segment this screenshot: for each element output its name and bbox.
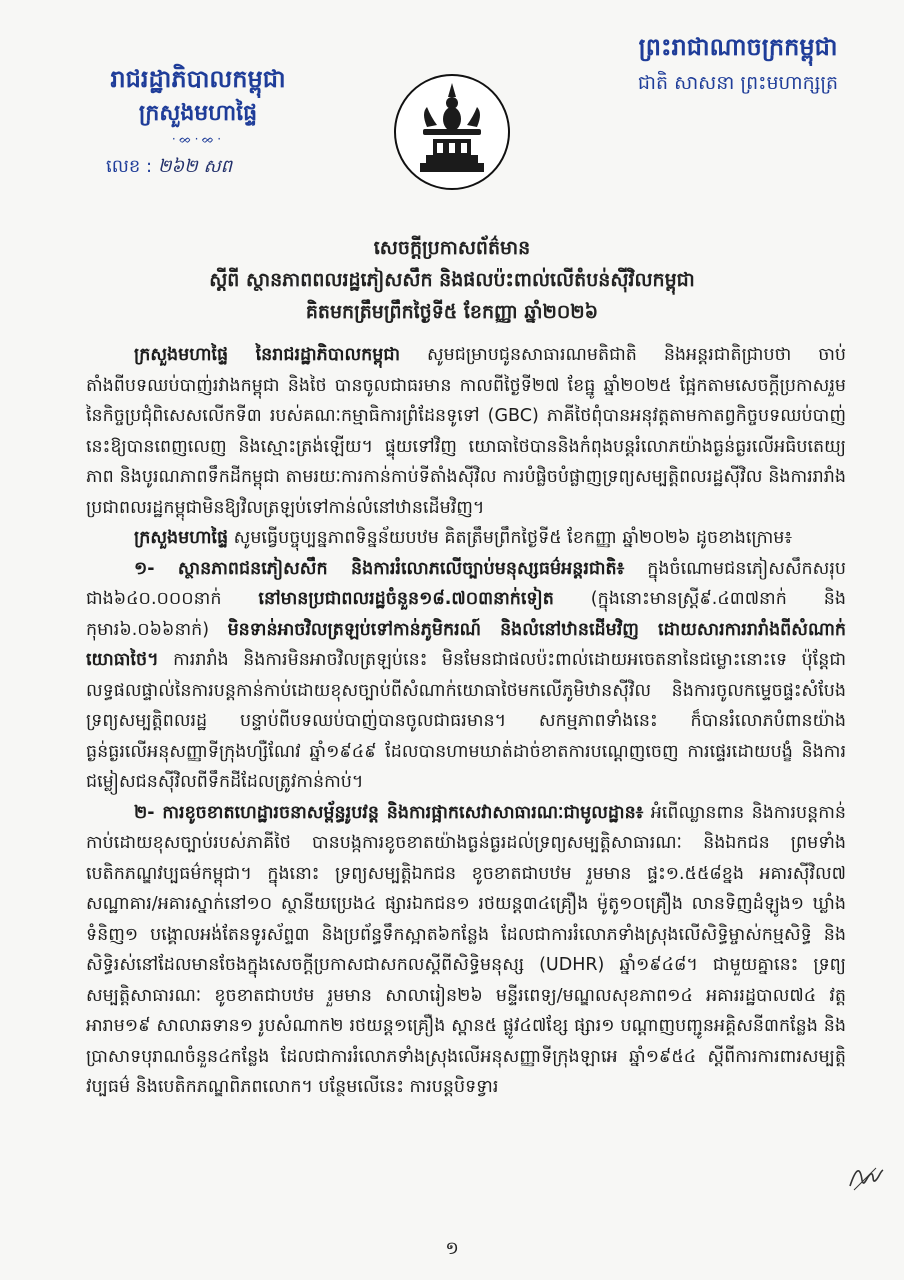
government-name: រាជរដ្ឋាភិបាលកម្ពុជា [110,64,286,93]
initials-signature-icon [846,1160,886,1196]
title-line-3: គិតមកត្រឹមព្រឹកថ្ងៃទី៥ ខែកញ្ញា ឆ្នាំ២០២៦ [305,301,599,323]
section-1-heading: ១- ស្ថានភាពជនភៀសសឹក និងការរំលោភលើច្បាប់មនុស្សធម៌អន្តរជាតិ៖ [134,558,625,579]
angkor-temple-emblem-icon [393,73,511,191]
paragraph-update [86,523,846,554]
reference-label: លេខ : [106,156,153,177]
header-ornament: ·ᨖ·ᨖ· [171,132,225,146]
paragraph-intro [86,340,846,523]
kingdom-name: ព្រះរាជាណាចក្រកម្ពុជា [638,32,838,61]
national-motto: ជាតិ សាសនា ព្រះមហាក្សត្រ [637,72,839,94]
paragraph-section-1 [86,554,846,798]
section-1-text-a: ក្នុងចំណោមជនភៀសសឹកសរុបជាង៦៤០.០០០នាក់ [86,558,846,609]
section-1-text-e: ការរារាំង និងការមិនអាចវិលត្រឡប់នេះ មិនមែនជាផលប៉ះពាល់ដោយអចេតនានៃជម្លោះនោះទេ ប៉ុន្តែជាលទ្ធផលផ្ទាល់នៃការបន្តកាន់កាប់ដោយខុសច្បាប់ពីសំណាក់យោធាថៃមកលើភូមិឋានស៊ីវិល និងការចូលកម្ទេចផ្ទះសំបែង ទ្រព្យសម្បត្តិពលរដ្ឋ បន្ទាប់ពីបទឈប់បាញ់បានចូលជាធរមាន។ សកម្មភាពទាំងនេះ ក៏បានរំលោភបំពានយ៉ាងធ្ងន់ធ្ងរលើអនុសញ្ញាទីក្រុងហ្សឺណែវ ឆ្នាំ១៩៤៩ ដែលបានហាមឃាត់ដាច់ខាតការបណ្ដេញចេញ ការផ្ទេរដោយបង្ខំ និងការជម្លៀសជនស៊ីវិលពីទឹកដីដែលត្រូវកាន់កាប់។ [86,650,846,792]
intro-lead: ក្រសួងមហាផ្ទៃ នៃរាជរដ្ឋាភិបាលកម្ពុជា [134,345,400,365]
page-number: ១ [445,1238,459,1259]
kingdom-header [608,30,868,98]
update-text: សូមធ្វើបច្ចុប្បន្នភាពទិន្នន័យបឋម គិតត្រឹមព្រឹកថ្ងៃទី៥ ខែកញ្ញា ឆ្នាំ២០២៦ ដូចខាងក្រោម៖ [228,528,793,548]
title-line-2: ស្ដីពី ស្ថានភាពពលរដ្ឋភៀសសឹក និងផលប៉ះពាល់លើតំបន់ស៊ីវិលកម្ពុជា [209,269,695,291]
ministry-header [88,62,308,180]
section-1-text-c: (ក្នុងនោះមានស្ត្រី៩.៤៣៧នាក់ និងកុមារ៦.០៦៦នាក់) [86,589,846,640]
section-1-bold-d: មិនទាន់អាចវិលត្រឡប់ទៅកាន់ភូមិករណ៍ និងលំនៅឋានដើមវិញ ដោយសារការរារាំងពីសំណាក់យោធាថៃ។ [86,619,846,670]
reference-number [106,154,308,180]
update-lead: ក្រសួងមហាផ្ទៃ [134,528,229,548]
announcement-body [86,340,846,1103]
announcement-title [120,232,784,328]
intro-text: សូមជម្រាបជូនសាធារណមតិជាតិ និងអន្តរជាតិជ្រាបថា ចាប់តាំងពីបទឈប់បាញ់រវាងកម្ពុជា និងថៃ បានចូលជាធរមាន កាលពីថ្ងៃទី២៧ ខែធ្នូ ឆ្នាំ២០២៥ ផ្អែកតាមសេចក្ដីប្រកាសរួមនៃកិច្ចប្រជុំពិសេសលើកទី៣ របស់គណៈកម្មាធិការព្រំដែនទូទៅ (GBC) ភាគីថៃពុំបានអនុវត្តតាមកាតព្វកិច្ចបទឈប់បាញ់នេះឱ្យបានពេញលេញ និងស្មោះត្រង់ឡើយ។ ផ្ទុយទៅវិញ យោធាថៃបាននិងកំពុងបន្តរំលោភយ៉ាងធ្ងន់ធ្ងរលើអធិបតេយ្យភាព និងបូរណភាពទឹកដីកម្ពុជា តាមរយៈការកាន់កាប់ទីតាំងស៊ីវិល ការបំផ្លិចបំផ្លាញទ្រព្យសម្បត្តិពលរដ្ឋស៊ីវិល និងការរារាំងប្រជាពលរដ្ឋកម្ពុជាមិនឱ្យវិលត្រឡប់ទៅកាន់លំនៅឋានដើមវិញ។ [86,345,846,518]
paragraph-section-2 [86,798,846,1103]
section-1-bold-b: នៅមានប្រជាពលរដ្ឋចំនួន១៨.៧០៣នាក់ទៀត [258,589,554,609]
reference-value: ២៦២ សព [157,156,233,177]
section-2-heading: ២- ការខូចខាតហេដ្ឋារចនាសម្ព័ន្ធរូបវន្ត និងការផ្អាកសេវាសាធារណៈជាមូលដ្ឋាន៖ [134,802,644,823]
title-line-1: សេចក្ដីប្រកាសព័ត៌មាន [373,237,531,259]
ministry-name: ក្រសួងមហាផ្ទៃ [138,100,258,126]
section-2-text: អំពើឈ្លានពាន និងការបន្តកាន់កាប់ដោយខុសច្បាប់របស់ភាគីថៃ បានបង្កការខូចខាតយ៉ាងធ្ងន់ធ្ងរដល់ទ្រព្យសម្បត្តិសាធារណៈ និងឯកជន ព្រមទាំងបេតិកភណ្ឌវប្បធម៌កម្ពុជា។ ក្នុងនោះ ទ្រព្យសម្បត្តិឯកជន ខូចខាតជាបឋម រួមមាន ផ្ទះ១.៥៥៨ខ្នង អគារស៊ីវិល៧ សណ្ឋាគារ/អគារស្នាក់នៅ១០ ស្ថានីយប្រេង៤ ផ្សារឯកជន១ រថយន្ត៣៤គ្រឿង ម៉ូតូ១០គ្រឿង លានទិញដំឡូង១ ឃ្លាំងទំនិញ១ បង្គោលអង់តែនទូរស័ព្ទ៣ និងប្រព័ន្ធទឹកស្អាត៦កន្លែង ដែលជាការរំលោភទាំងស្រុងលើសិទ្ធិម្ចាស់កម្មសិទ្ធិ និងសិទ្ធិរស់នៅដែលមានចែងក្នុងសេចក្ដីប្រកាសជាសកលស្ដីពីសិទ្ធិមនុស្ស (UDHR) ឆ្នាំ១៩៤៨។ ជាមួយគ្នានេះ ទ្រព្យសម្បត្តិសាធារណៈ ខូចខាតជាបឋម រួមមាន សាលារៀន២៦ មន្ទីរពេទ្យ/មណ្ឌលសុខភាព១៤ អគាររដ្ឋបាល៧៤ វត្តអារាម១៩ សាលាឆទាន១ រូបសំណាក២ រថយន្ត១គ្រឿង ស្ពាន៥ ផ្លូវ៤៧ខ្សែ ផ្សារ១ បណ្ដាញបញ្ជូនអគ្គិសនី៣កន្លែង និងប្រាសាទបុរាណចំនួន៤កន្លែង ដែលជាការរំលោភទាំងស្រុងលើអនុសញ្ញាទីក្រុងឡាអេ ឆ្នាំ១៩៥៤ ស្ដីពីការការពារសម្បត្តិវប្បធម៌ និងបេតិកភណ្ឌពិភពលោក។ បន្ថែមលើនេះ ការបន្តបិទទ្វារ [86,802,846,1097]
